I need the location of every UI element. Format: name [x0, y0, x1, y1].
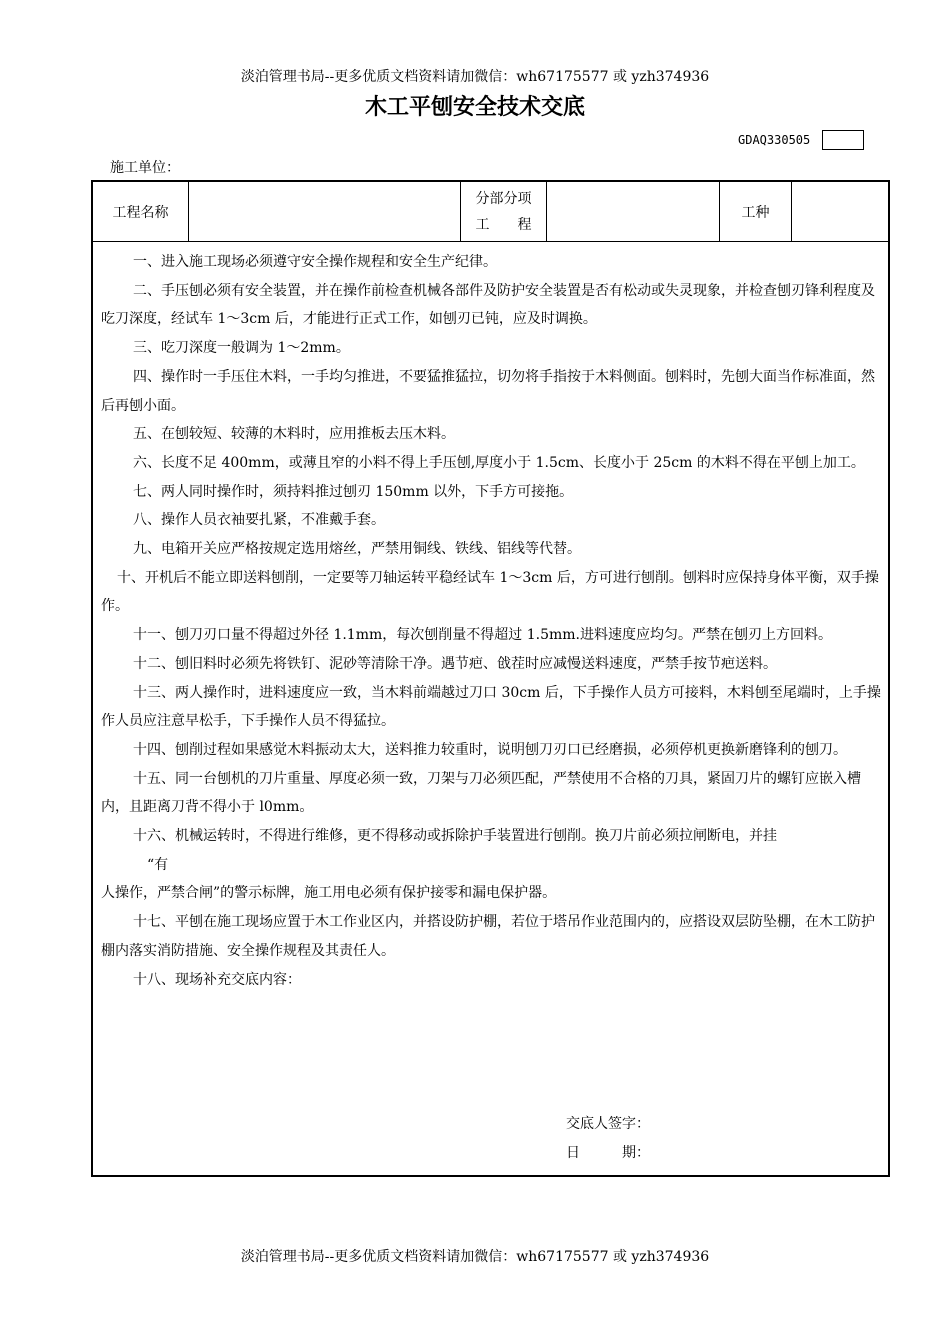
- clause-17: 十七、平刨在施工现场应置于木工作业区内，并搭设防护棚，若位于塔吊作业范围内的，应搭设双层防坠棚，在木工防护棚内落实消防措施、安全操作规程及其责任人。: [101, 914, 875, 959]
- clause-15: 十五、同一台刨机的刀片重量、厚度必须一致，刀架与刀必须匹配，严禁使用不合格的刀具，紧固刀片的螺钉应嵌入槽内，且距离刀背不得小于 l0mm。: [101, 770, 861, 816]
- signature-block: [566, 1110, 650, 1168]
- sub-project-label-line1: 分部分项: [475, 191, 532, 207]
- clause-11: 十一、刨刀刃口量不得超过外径 1.1mm，每次刨削量不得超过 1.5mm.进料速度应均匀。严禁在刨刃上方回料。: [133, 627, 832, 644]
- date-label: 日 期：: [566, 1145, 650, 1161]
- project-name-value-cell[interactable]: [189, 182, 461, 241]
- clause-5: 五、在刨较短、较薄的木料时，应用推板去压木料。: [133, 426, 455, 443]
- safety-clauses: [101, 248, 883, 994]
- construction-unit-label: 施工单位：: [110, 160, 180, 176]
- clause-12: 十二、刨旧料时必须先将铁钉、泥砂等清除干净。遇节疤、戗茬时应减慢送料速度，严禁手按节疤送料。: [133, 655, 777, 672]
- trade-label: 工种: [741, 205, 770, 221]
- form-header-row: [93, 182, 888, 242]
- clause-16-quote-fragment: “有: [147, 856, 169, 873]
- document-code: GDAQ330505: [738, 133, 811, 147]
- clause-8: 八、操作人员衣袖要扎紧，不准戴手套。: [133, 512, 385, 529]
- clause-18: 十八、现场补充交底内容：: [133, 971, 301, 988]
- clause-13: 十三、两人操作时，进料速度应一致，当木料前端越过刀口 30cm 后，下手操作人员方可接料，木料刨至尾端时，上手操作人员应注意早松手，下手操作人员不得猛拉。: [101, 684, 881, 730]
- sub-project-label-line2: 工 程: [475, 217, 532, 233]
- clause-1: 一、进入施工现场必须遵守安全操作规程和安全生产纪律。: [133, 254, 497, 270]
- sub-project-label-cell: [461, 182, 547, 241]
- clause-9: 九、电箱开关应严格按规定选用熔丝，严禁用铜线、铁线、铝线等代替。: [133, 541, 581, 558]
- footer-watermark-note: 淡泊管理书局--更多优质文档资料请加微信：wh67175577 或 yzh374936: [240, 1249, 710, 1265]
- clause-6: 六、长度不足 400mm，或薄且窄的小料不得上手压刨,厚度小于 1.5cm、长度小于 25cm 的木料不得在平刨上加工。: [133, 454, 865, 471]
- document-title: 木工平刨安全技术交底: [364, 95, 585, 120]
- header-watermark-note: 淡泊管理书局--更多优质文档资料请加微信：wh67175577 或 yzh374936: [240, 69, 710, 85]
- clause-14: 十四、刨削过程如果感觉木料振动太大，送料推力较重时，说明刨刀刃口已经磨损，必须停机更换新磨锋利的刨刀。: [133, 741, 847, 758]
- clause-10: 十、开机后不能立即送料刨削，一定要等刀轴运转平稳经试车 1～3cm 后，方可进行刨削。刨料时应保持身体平衡，双手操作。: [101, 569, 879, 615]
- trade-value-cell[interactable]: [792, 182, 888, 241]
- clause-7: 七、两人同时操作时，须持料推过刨刃 150mm 以外，下手方可接拖。: [133, 483, 574, 500]
- clause-2: 二、手压刨必须有安全装置，并在操作前检查机械各部件及防护安全装置是否有松动或失灵现象，并检查刨刃锋利程度及吃刀深度，经试车 1～3cm 后，才能进行正式工作，如刨刃已钝，应及时调换。: [101, 282, 875, 328]
- clause-4: 四、操作时一手压住木料，一手均匀推进，不要猛推猛拉，切勿将手指按于木料侧面。刨料时，先刨大面当作标准面，然后再刨小面。: [101, 368, 875, 414]
- project-name-label-cell: [93, 182, 189, 241]
- trade-label-cell: [720, 182, 792, 241]
- disclosure-form: [91, 180, 890, 1177]
- clause-3: 三、吃刀深度一般调为 1～2mm。: [133, 340, 350, 357]
- document-code-suffix-box: [822, 130, 864, 150]
- project-name-label: 工程名称: [112, 205, 169, 221]
- clause-16: 十六、机械运转时，不得进行维修，更不得移动或拆除护手装置进行刨削。换刀片前必须拉闸断电，并挂: [133, 828, 777, 845]
- signer-label: 交底人签字：: [566, 1116, 650, 1132]
- clause-16-continuation: 人操作，严禁合闸”的警示标牌，施工用电必须有保护接零和漏电保护器。: [101, 885, 557, 902]
- sub-project-value-cell[interactable]: [547, 182, 720, 241]
